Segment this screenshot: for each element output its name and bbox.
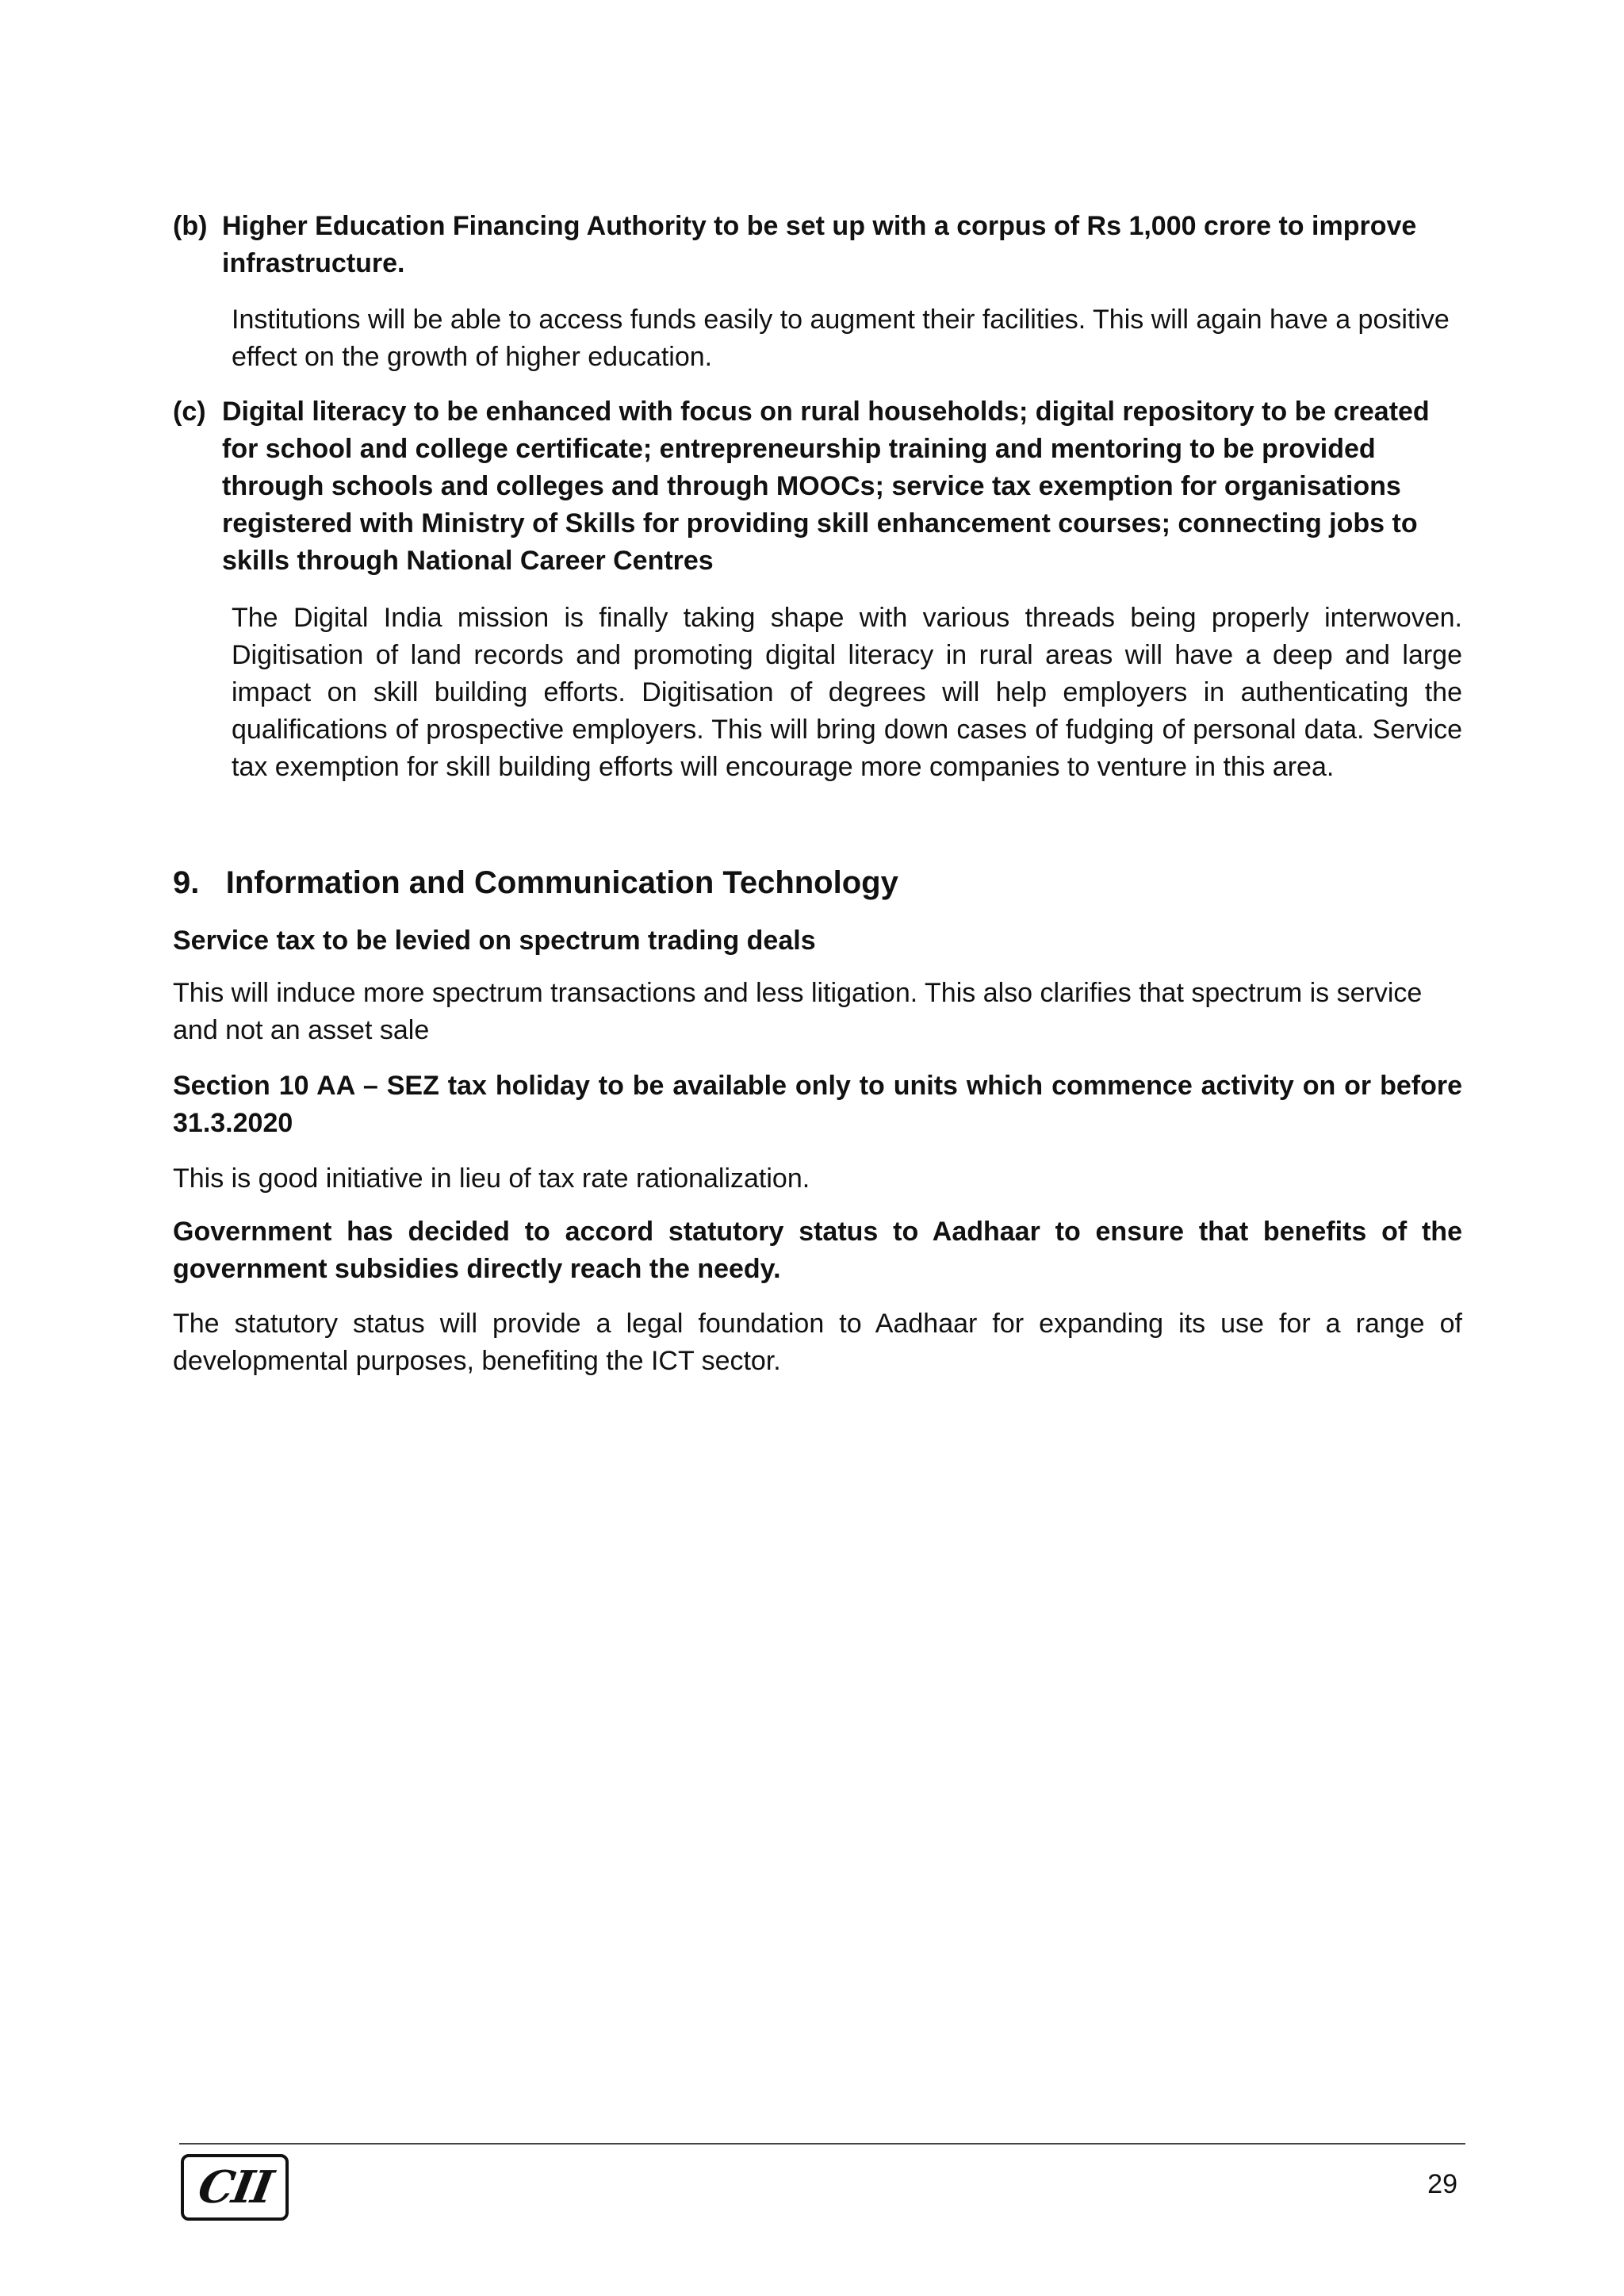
section-9-block-3-body: The statutory status will provide a legal foundation to Aadhaar for expanding its use for a range of developmental purposes, benefiting the ICT sector. xyxy=(173,1309,1462,1376)
item-b-label: (b) xyxy=(173,211,208,241)
footer-divider xyxy=(179,2143,1465,2145)
section-9-title: 9. Information and Communication Technology xyxy=(173,865,898,900)
item-b-heading: Higher Education Financing Authority to be set up with a corpus of Rs 1,000 crore to improve infrastructure. xyxy=(222,211,1417,278)
section-9-block-2-body: This is good initiative in lieu of tax rate rationalization. xyxy=(173,1163,810,1194)
item-c-heading: Digital literacy to be enhanced with focus on rural households; digital repository to be created for school and college certificate; entrepreneurship training and mentoring to be provided through schools and colleges and through MOOCs; service tax exemption for organisations registered with Ministry of Skills for providing skill enhancement courses; connecting jobs to skills through National Career Centres xyxy=(222,397,1430,576)
cii-logo-text: CII xyxy=(193,2161,276,2214)
section-9-block-3-heading: Government has decided to accord statutory status to Aadhaar to ensure that benefits of the government subsidies directly reach the needy. xyxy=(173,1217,1462,1284)
item-c-body: The Digital India mission is finally taking shape with various threads being properly interwoven. Digitisation of land records and promoting digital literacy in rural areas will have a deep and large impact on skill building efforts. Digitisation of degrees will help employers in authenticating the qualifications of prospective employers. This will bring down cases of fudging of personal data. Service tax exemption for skill building efforts will encourage more companies to venture in this area. xyxy=(232,603,1462,782)
item-b-body: Institutions will be able to access funds easily to augment their facilities. This will again have a positive effect on the growth of higher education. xyxy=(232,305,1450,372)
cii-logo xyxy=(181,2154,289,2221)
section-9-block-1-heading: Service tax to be levied on spectrum trading deals xyxy=(173,926,816,956)
page-number: 29 xyxy=(1427,2169,1457,2199)
section-9-block-2-heading: Section 10 AA – SEZ tax holiday to be available only to units which commence activity on or before 31.3.2020 xyxy=(173,1071,1462,1138)
item-c-label: (c) xyxy=(173,397,206,427)
section-9-block-1-body: This will induce more spectrum transactions and less litigation. This also clarifies that spectrum is service and not an asset sale xyxy=(173,978,1423,1045)
